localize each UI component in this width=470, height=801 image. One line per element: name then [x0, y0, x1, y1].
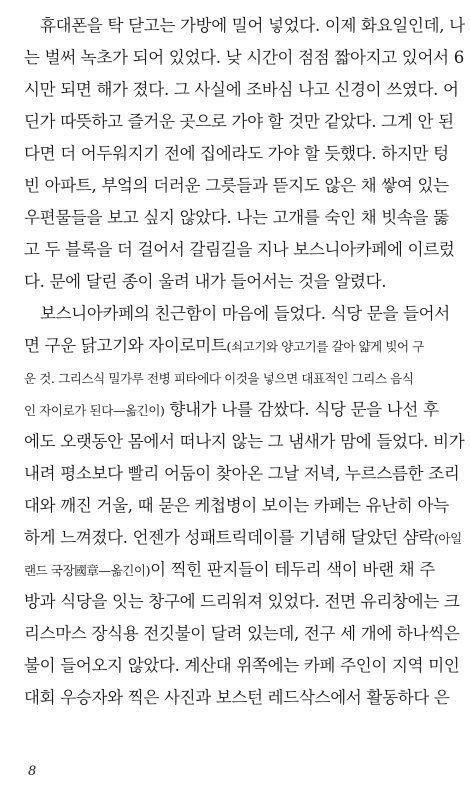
text-line-13: 인 자이로가 된다—옮긴이) 향내가 나를 감쌌다. 식당 문을 나선 후 — [24, 400, 439, 419]
text-line-3: 시만 되면 해가 졌다. 그 사실에 조바심 나고 신경이 쓰였다. 어 — [24, 80, 459, 99]
page-number: 8 — [28, 764, 37, 779]
text-line-5: 다면 더 어두워지기 전에 집에라도 가야 할 듯했다. 하지만 텅 — [24, 144, 449, 163]
text-line-21: 불이 들어오지 않았다. 계산대 위쪽에는 카페 주인이 지역 미인 — [24, 656, 460, 675]
text-line-9: 다. 문에 달린 종이 울려 내가 들어서는 것을 알렸다. — [24, 272, 387, 291]
text-line-17: 하게 느껴졌다. 언젠가 성패트릭데이를 기념해 달았던 샴락(아일 — [24, 528, 462, 547]
translator-note: 운 것. 그리스식 밀가루 전병 피타에다 이것을 넣으면 대표적인 그리스 음식 — [24, 371, 414, 386]
text-line-4: 딘가 따뜻하고 즐거운 곳으로 가야 할 것만 같았다. 그게 안 된 — [24, 112, 454, 131]
text-line-22: 대회 우승자와 찍은 사진과 보스턴 레드삭스에서 활동하다 은 — [24, 688, 450, 707]
text-line-2: 는 벌써 녹초가 되어 있었다. 낮 시간이 점점 짧아지고 있어서 6 — [24, 48, 464, 67]
translator-note: (아일 — [433, 531, 462, 546]
text-line-8: 고 두 블록을 더 걸어서 갈림길을 지나 보스니아카페에 이르렀 — [24, 240, 455, 259]
text-line-10: 보스니아카페의 친근함이 마음에 들었다. 식당 문을 들어서 — [40, 304, 450, 323]
text-line-15: 내려 평소보다 빨리 어둠이 찾아온 그날 저녁, 누르스름한 조리 — [24, 464, 460, 483]
text-line-6: 빈 아파트, 부엌의 더러운 그릇들과 뜯지도 않은 채 쌓여 있는 — [24, 176, 449, 195]
text-line-11: 면 구운 닭고기와 자이로미트(쇠고기와 양고기를 갈아 얇게 빚어 구 — [24, 336, 424, 355]
text-line-1: 휴대폰을 탁 닫고는 가방에 밀어 넣었다. 이제 화요일인데, 나 — [40, 16, 465, 35]
body-text — [24, 10, 465, 714]
translator-note: 랜드 국장國章—옮긴이) — [24, 563, 151, 578]
text-line-19: 방과 식당을 잇는 창구에 드리워져 있었다. 전면 유리창에는 크 — [24, 592, 460, 611]
text-line-18: 랜드 국장國章—옮긴이)이 찍힌 판지들이 테두리 색이 바랜 채 주 — [24, 560, 435, 579]
text-line-14: 에도 오랫동안 몸에서 떠나지 않는 그 냄새가 맘에 들었다. 비가 — [24, 432, 465, 451]
text-line-12 — [24, 362, 454, 394]
text-line-7: 우편물들을 보고 싶지 않았다. 나는 고개를 숙인 채 빗속을 뚫 — [24, 208, 449, 227]
text-line-20: 리스마스 장식용 전깃불이 달려 있는데, 전구 세 개에 하나씩은 — [24, 624, 460, 643]
translator-note: (쇠고기와 양고기를 갈아 얇게 빚어 구 — [226, 339, 424, 354]
translator-note: 인 자이로가 된다—옮긴이) — [24, 403, 165, 418]
text-line-16: 대와 깨진 거울, 때 묻은 케첩병이 보이는 카페는 유난히 아늑 — [24, 496, 449, 515]
